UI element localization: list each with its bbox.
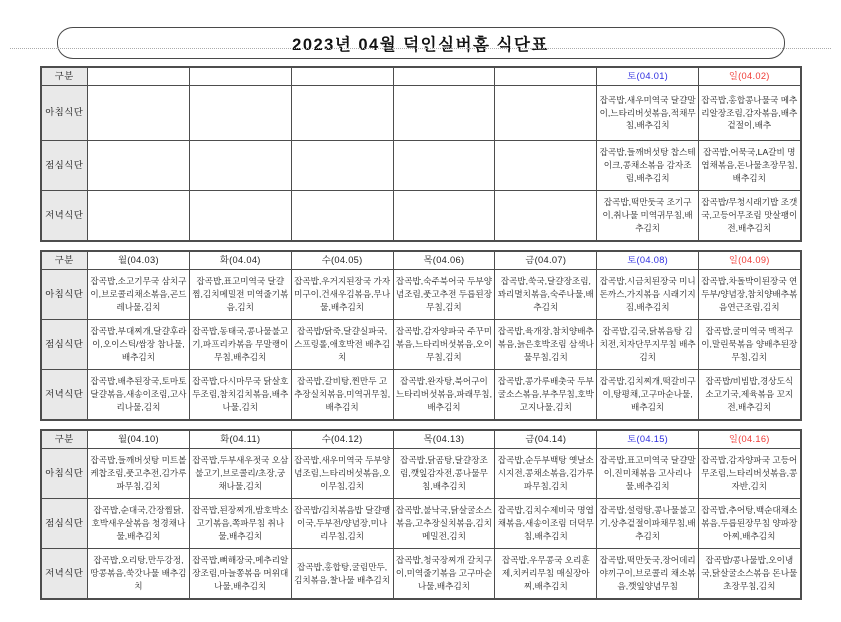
meal-cell: 잡곡밥/닭죽,달걀실파국,스프링롤,애호박전 배추김치 xyxy=(291,320,393,370)
day-header: 일(04.09) xyxy=(699,251,801,270)
day-header: 월(04.10) xyxy=(88,430,190,449)
day-header: 금(04.07) xyxy=(495,251,597,270)
meal-cell xyxy=(495,141,597,191)
day-header-empty xyxy=(393,67,495,86)
meal-cell: 잡곡밥/무청시래기밥 조갯국,고등어무조림 맛살팽이전,배추김치 xyxy=(699,191,801,242)
meal-row-label-breakfast: 아침식단 xyxy=(41,449,88,499)
corner-label: 구분 xyxy=(41,251,88,270)
meal-cell xyxy=(88,141,190,191)
meal-cell xyxy=(495,191,597,242)
week-table-3 xyxy=(40,429,802,600)
meal-cell: 잡곡밥,완자탕,북어구이 느타리버섯볶음,파래무침,배추김치 xyxy=(393,370,495,421)
meal-cell xyxy=(291,86,393,141)
meal-cell: 잡곡밥,청국장찌개 갈치구이,미역줄기볶음 고구마순나물,배추김치 xyxy=(393,549,495,600)
meal-cell: 잡곡밥,설렁탕,콩나물불고기,상추겉절이파채무침,배추김치 xyxy=(597,499,699,549)
day-header-empty xyxy=(189,67,291,86)
meal-cell: 잡곡밥,소고기무국 삼치구이,브로콜리채소볶음,곤드레나물,김치 xyxy=(88,270,190,320)
meal-cell: 잡곡밥,우무콩국 오리훈제,치커리무침 매실장아찌,배추김치 xyxy=(495,549,597,600)
day-header: 토(04.08) xyxy=(597,251,699,270)
meal-cell xyxy=(393,191,495,242)
meal-cell: 잡곡밥,된장찌개,밤호박소고기볶음,쪽파무침 취나물,배추김치 xyxy=(189,499,291,549)
meal-cell: 잡곡밥,어묵국,LA갈비 명엽채볶음,돈나물초장무침,배추김치 xyxy=(699,141,801,191)
meal-row-label-lunch: 점심식단 xyxy=(41,499,88,549)
meal-cell xyxy=(291,141,393,191)
day-header: 목(04.13) xyxy=(393,430,495,449)
meal-row-label-dinner: 저녁식단 xyxy=(41,191,88,242)
week-table-1 xyxy=(40,66,802,242)
meal-cell: 잡곡밥,떡만둣국 조기구이,취나물 미역귀무침,배추김치 xyxy=(597,191,699,242)
meal-cell: 잡곡밥/비빔밥,경상도식 소고기국,제육볶음 꼬지전,배추김치 xyxy=(699,370,801,421)
menu-tables xyxy=(40,66,802,600)
meal-cell: 잡곡밥,표고미역국 달걀찜,김치메밀전 미역줄기볶음,김치 xyxy=(189,270,291,320)
meal-cell: 잡곡밥,순두부백탕 옛날소시지전,콩채소볶음,김가루파무침,김치 xyxy=(495,449,597,499)
day-header: 수(04.12) xyxy=(291,430,393,449)
meal-cell: 잡곡밥,들깨버섯탕 찹스테이크,콩채소볶음 감자조림,배추김치 xyxy=(597,141,699,191)
day-header: 일(04.02) xyxy=(699,67,801,86)
meal-cell: 잡곡밥,동태국,콩나물불고기,파프리카볶음 무말랭이무침,배추김치 xyxy=(189,320,291,370)
day-header: 토(04.01) xyxy=(597,67,699,86)
meal-cell: 잡곡밥,뼈해장국,메추리알장조림,마늘쫑볶음 머위대나물,배추김치 xyxy=(189,549,291,600)
meal-cell: 잡곡밥,새우미역국 두부양념조림,느타리버섯볶음,오이무침,김치 xyxy=(291,449,393,499)
meal-row-label-lunch: 점심식단 xyxy=(41,320,88,370)
meal-cell: 잡곡밥,순대국,간장찜닭,호박새우살볶음 청경채나물,배추김치 xyxy=(88,499,190,549)
meal-cell xyxy=(189,86,291,141)
day-header-empty xyxy=(88,67,190,86)
meal-cell: 잡곡밥,우거지된장국 가자미구이,건새우김볶음,무나물,배추김치 xyxy=(291,270,393,320)
meal-cell: 잡곡밥,표고미역국 달걀말이,진미채볶음 고사리나물,배추김치 xyxy=(597,449,699,499)
meal-cell xyxy=(189,141,291,191)
meal-cell xyxy=(189,191,291,242)
meal-cell xyxy=(393,86,495,141)
meal-cell: 잡곡밥,배추된장국,토마토달걀볶음,새송이조림,고사리나물,김치 xyxy=(88,370,190,421)
meal-cell xyxy=(495,86,597,141)
meal-cell: 잡곡밥,다시마무국 닭살호두조림,참치김치볶음,배추나물,김치 xyxy=(189,370,291,421)
meal-cell: 잡곡밥,오리탕,만두강정,땅콩볶음,쑥갓나물 배추김치 xyxy=(88,549,190,600)
corner-label: 구분 xyxy=(41,430,88,449)
day-header: 화(04.04) xyxy=(189,251,291,270)
meal-cell: 잡곡밥,콩가루배춧국 두부굴소스볶음,부추무침,호박고지나물,김치 xyxy=(495,370,597,421)
meal-cell: 잡곡밥,육개장,참치양배추볶음,늙은호박조림 삼색나물무침,김치 xyxy=(495,320,597,370)
meal-cell: 잡곡밥,김국,닭볶음탕 김치전,치자단무지무침 배추김치 xyxy=(597,320,699,370)
meal-cell: 잡곡밥,감자양파국 주꾸미볶음,느타리버섯볶음,오이무침,김치 xyxy=(393,320,495,370)
day-header: 일(04.16) xyxy=(699,430,801,449)
meal-row-label-breakfast: 아침식단 xyxy=(41,86,88,141)
meal-cell xyxy=(88,86,190,141)
page-margin-rule xyxy=(10,48,831,49)
meal-row-label-breakfast: 아침식단 xyxy=(41,270,88,320)
meal-cell: 잡곡밥,김치찌개,떡갈비구이,탕평채,고구마순나물,배추김치 xyxy=(597,370,699,421)
day-header: 목(04.06) xyxy=(393,251,495,270)
meal-cell: 잡곡밥,불낙국,닭살굴소스볶음,고추장실치볶음,김치메밀전,김치 xyxy=(393,499,495,549)
meal-cell: 잡곡밥,닭곰탕,달걀장조림,깻잎감자전,콩나물무침,배추김치 xyxy=(393,449,495,499)
day-header-empty xyxy=(291,67,393,86)
day-header: 금(04.14) xyxy=(495,430,597,449)
meal-cell: 잡곡밥,숙주북어국 두부양념조림,풋고추전 두릅된장무침,김치 xyxy=(393,270,495,320)
meal-cell: 잡곡밥,굴미역국 맥적구이,말린묵볶음 양배추된장무침,김치 xyxy=(699,320,801,370)
meal-cell: 잡곡밥,차돌박이된장국 연두부/양념장,참치양배추볶음연근조림,김치 xyxy=(699,270,801,320)
week-table-2 xyxy=(40,250,802,421)
meal-cell: 잡곡밥,갈비탕,찐만두 고추장실치볶음,미역귀무침,배추김치 xyxy=(291,370,393,421)
meal-cell: 잡곡밥,홍합탕,굴림만두,김치볶음,찰나물 배추김치 xyxy=(291,549,393,600)
corner-label: 구분 xyxy=(41,67,88,86)
meal-cell: 잡곡밥,떡만둣국,장어데리야끼구이,브로콜리 채소볶음,깻잎양념무침 xyxy=(597,549,699,600)
meal-cell: 잡곡밥/콩나물밥,오이냉국,닭살굴소스볶음 돈나물초장무침,김치 xyxy=(699,549,801,600)
meal-cell: 잡곡밥,새우미역국 달걀말이,느타리버섯볶음,적채무침,배추김치 xyxy=(597,86,699,141)
meal-cell: 잡곡밥,홍합콩나물국 메추리알장조림,감자볶음,배추겉절이,배추 xyxy=(699,86,801,141)
meal-cell xyxy=(88,191,190,242)
meal-cell: 잡곡밥,두부새우젓국 오삼불고기,브로콜리/초장,궁채나물,김치 xyxy=(189,449,291,499)
meal-cell: 잡곡밥,들깨버섯탕 미트볼케찹조림,풋고추전,김가루파무침,김치 xyxy=(88,449,190,499)
day-header: 화(04.11) xyxy=(189,430,291,449)
meal-cell: 잡곡밥,추어탕,백순대채소볶음,두릅된장무침 양파장아찌,배추김치 xyxy=(699,499,801,549)
meal-cell: 잡곡밥,쑥국,달걀장조림,꽈리멸치볶음,숙주나물,배추김치 xyxy=(495,270,597,320)
meal-row-label-dinner: 저녁식단 xyxy=(41,549,88,600)
day-header: 월(04.03) xyxy=(88,251,190,270)
meal-cell: 잡곡밥,감자양파국 고등어무조림,느타리버섯볶음,콩자반,김치 xyxy=(699,449,801,499)
day-header: 토(04.15) xyxy=(597,430,699,449)
meal-cell xyxy=(291,191,393,242)
meal-cell: 잡곡밥/김치볶음밥 달걀팽이국,두부전/양념장,미나리무침,김치 xyxy=(291,499,393,549)
meal-cell: 잡곡밥,시금치된장국 미니돈까스,가지볶음 시래기지짐,배추김치 xyxy=(597,270,699,320)
meal-row-label-dinner: 저녁식단 xyxy=(41,370,88,421)
meal-cell: 잡곡밥,부대찌개,달걀후라이,오이스틱/쌈장 참나물,배추김치 xyxy=(88,320,190,370)
meal-cell: 잡곡밥,김치수제비국 명엽채볶음,새송이조림 더덕무침,배추김치 xyxy=(495,499,597,549)
meal-row-label-lunch: 점심식단 xyxy=(41,141,88,191)
page-title: 2023년 04월 덕인실버홈 식단표 xyxy=(292,36,549,54)
meal-cell xyxy=(393,141,495,191)
day-header-empty xyxy=(495,67,597,86)
document-title-box xyxy=(57,27,785,59)
day-header: 수(04.05) xyxy=(291,251,393,270)
